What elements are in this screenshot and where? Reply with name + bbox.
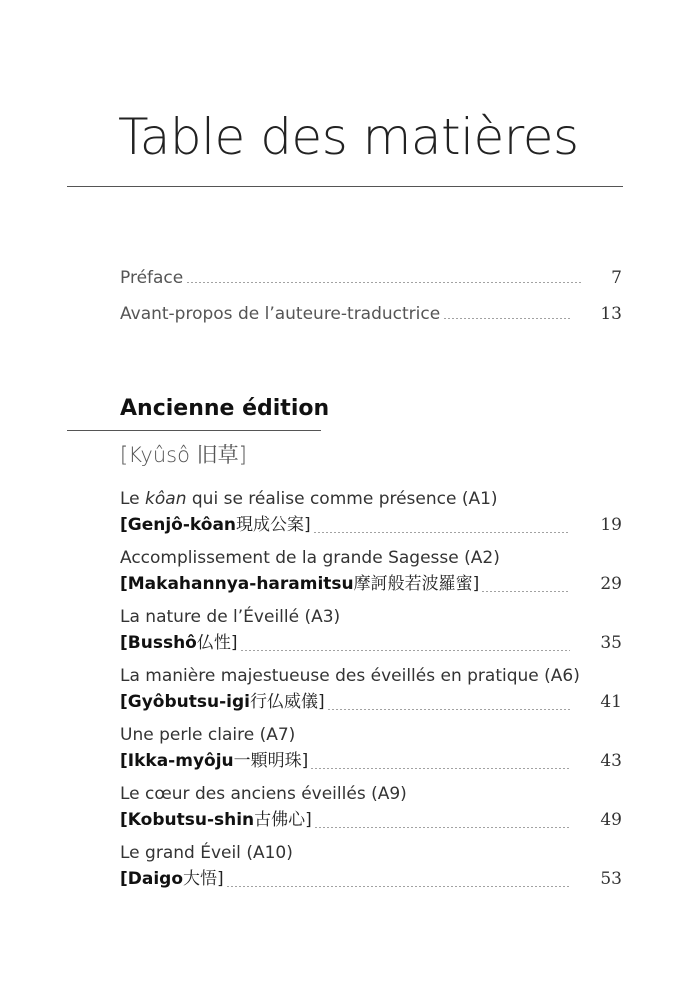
chapter-title xyxy=(120,545,622,571)
chapter-kanji: 摩訶般若波羅蜜] xyxy=(353,574,480,594)
chapter-kanji: 行仏威儀] xyxy=(249,692,325,712)
chapter-romaji: [Kobutsu-shin xyxy=(120,810,255,830)
chapter-title-text: La nature de l’Éveillé (A3) xyxy=(120,607,341,627)
toc-page-number: 53 xyxy=(600,869,622,889)
toc-page-number: 19 xyxy=(600,515,622,535)
chapter-romaji: [Genjô-kôan xyxy=(120,515,237,535)
leader-dots xyxy=(186,282,581,283)
chapter-title xyxy=(120,781,622,807)
chapter-title-text: Le xyxy=(120,489,146,509)
chapter-title xyxy=(120,486,622,512)
chapter-kanji: 一顆明珠] xyxy=(233,751,309,771)
toc-chapter-a1[interactable] xyxy=(120,486,622,538)
toc-chapter-a7[interactable] xyxy=(120,722,622,774)
chapter-title-text: Accomplissement de la grande Sagesse (A2) xyxy=(120,548,500,568)
toc-chapter-a10[interactable] xyxy=(120,840,622,892)
toc-chapter-a3[interactable] xyxy=(120,604,622,656)
chapter-title xyxy=(120,722,622,748)
leader-dots xyxy=(443,318,570,319)
chapter-kanji: 古佛心] xyxy=(254,810,312,830)
toc-page-number: 35 xyxy=(600,633,622,653)
toc-page-number: 13 xyxy=(600,304,622,324)
chapter-kanji: 現成公案] xyxy=(236,515,311,535)
chapter-title xyxy=(120,840,622,866)
leader-dots xyxy=(226,886,571,887)
leader-dots xyxy=(240,650,571,651)
chapter-title-text: La manière majestueuse des éveillés en pratique (A6) xyxy=(120,666,580,686)
chapter-title-italic: kôan xyxy=(145,489,187,509)
chapter-title-text: Le cœur des anciens éveillés (A9) xyxy=(120,784,407,804)
toc-chapter-a9[interactable] xyxy=(120,781,622,833)
leader-dots xyxy=(310,768,570,769)
title-divider xyxy=(67,186,623,187)
toc-page-number: 49 xyxy=(600,810,622,830)
chapter-romaji: [Busshô xyxy=(120,633,197,653)
chapter-title-text: Une perle claire (A7) xyxy=(120,725,296,745)
toc-entry-label: Avant-propos de l’auteure-traductrice xyxy=(120,304,441,324)
page-title: Table des matières xyxy=(118,108,579,166)
toc-chapter-a6[interactable] xyxy=(120,663,622,715)
leader-dots xyxy=(481,591,570,592)
chapter-kanji: 大悟] xyxy=(183,869,224,889)
chapter-title xyxy=(120,663,622,689)
toc-page-number: 41 xyxy=(600,692,622,712)
toc-entry-label: Préface xyxy=(120,268,184,288)
chapter-title xyxy=(120,604,622,630)
leader-dots xyxy=(327,709,571,710)
toc-page-number: 7 xyxy=(611,268,622,288)
toc-chapter-a2[interactable] xyxy=(120,545,622,597)
chapter-kanji: 仏性] xyxy=(196,633,238,653)
section-subtitle: [Kyûsô 旧草] xyxy=(120,443,247,467)
chapter-romaji: [Makahannya-haramitsu xyxy=(120,574,354,594)
section-title: Ancienne édition xyxy=(120,396,330,421)
leader-dots xyxy=(314,827,571,828)
chapter-title-text: qui se réalise comme présence (A1) xyxy=(186,489,498,509)
toc-page-number: 43 xyxy=(600,751,622,771)
section-divider xyxy=(67,430,321,431)
chapter-romaji: [Daigo xyxy=(120,869,184,889)
toc-entry-preface[interactable] xyxy=(120,268,622,288)
chapter-title-text: Le grand Éveil (A10) xyxy=(120,843,293,863)
toc-page-number: 29 xyxy=(600,574,622,594)
toc-entry-avant-propos[interactable] xyxy=(120,304,622,324)
chapter-romaji: [Gyôbutsu-igi xyxy=(120,692,250,712)
chapter-romaji: [Ikka-myôju xyxy=(120,751,234,771)
leader-dots xyxy=(313,532,571,533)
